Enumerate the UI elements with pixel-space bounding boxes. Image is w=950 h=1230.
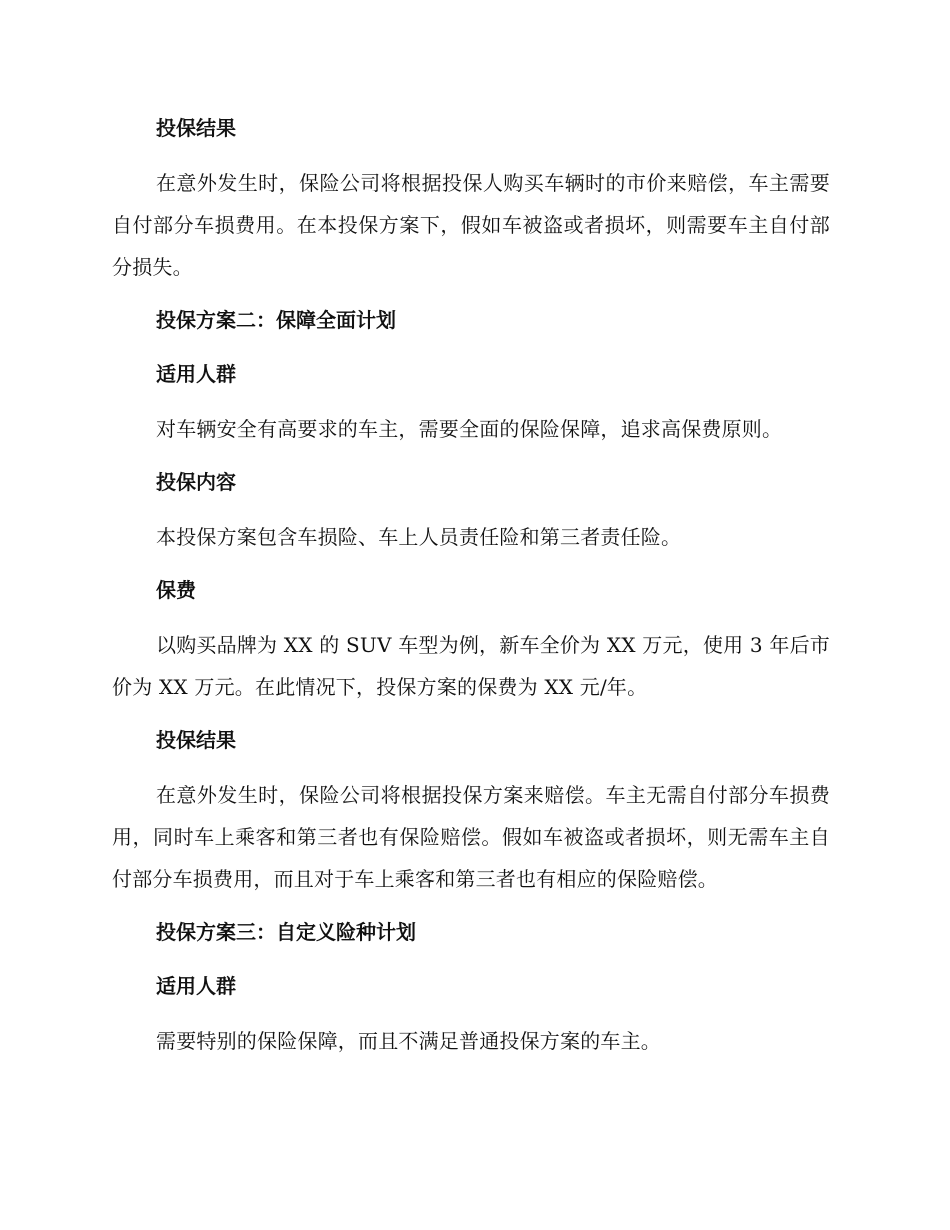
section-heading-result-2: 投保结果: [156, 728, 236, 752]
paragraph-content-2: 本投保方案包含车损险、车上人员责任险和第三者责任险。: [156, 525, 682, 549]
section-heading-premium-2: 保费: [156, 578, 196, 602]
section-heading-content-2: 投保内容: [156, 470, 236, 494]
paragraph-result-1: 在意外发生时，保险公司将根据投保人购买车辆时的市价来赔偿，车主需要自付部分车损费用。在本投保方案下，假如车被盗或者损坏，则需要车主自付部分损失。: [112, 171, 830, 279]
section-heading-result-1: 投保结果: [156, 116, 236, 140]
document-page: [112, 108, 830, 1074]
paragraph-audience-3: 需要特别的保险保障，而且不满足普通投保方案的车主。: [156, 1029, 661, 1053]
section-heading-audience-3: 适用人群: [156, 974, 236, 998]
paragraph-premium-2: 以购买品牌为 XX 的 SUV 车型为例，新车全价为 XX 万元，使用 3 年后市价为 XX 万元。在此情况下，投保方案的保费为 XX 元/年。: [112, 633, 830, 699]
section-heading-plan-2: 投保方案二：保障全面计划: [156, 308, 396, 332]
section-heading-audience-2: 适用人群: [156, 362, 236, 386]
section-heading-plan-3: 投保方案三：自定义险种计划: [156, 920, 416, 944]
paragraph-audience-2: 对车辆安全有高要求的车主，需要全面的保险保障，追求高保费原则。: [156, 417, 783, 441]
paragraph-result-2: 在意外发生时，保险公司将根据投保方案来赔偿。车主无需自付部分车损费用，同时车上乘客和第三者也有保险赔偿。假如车被盗或者损坏，则无需车主自付部分车损费用，而且对于车上乘客和第三者也有相应的保险赔偿。: [112, 783, 830, 891]
